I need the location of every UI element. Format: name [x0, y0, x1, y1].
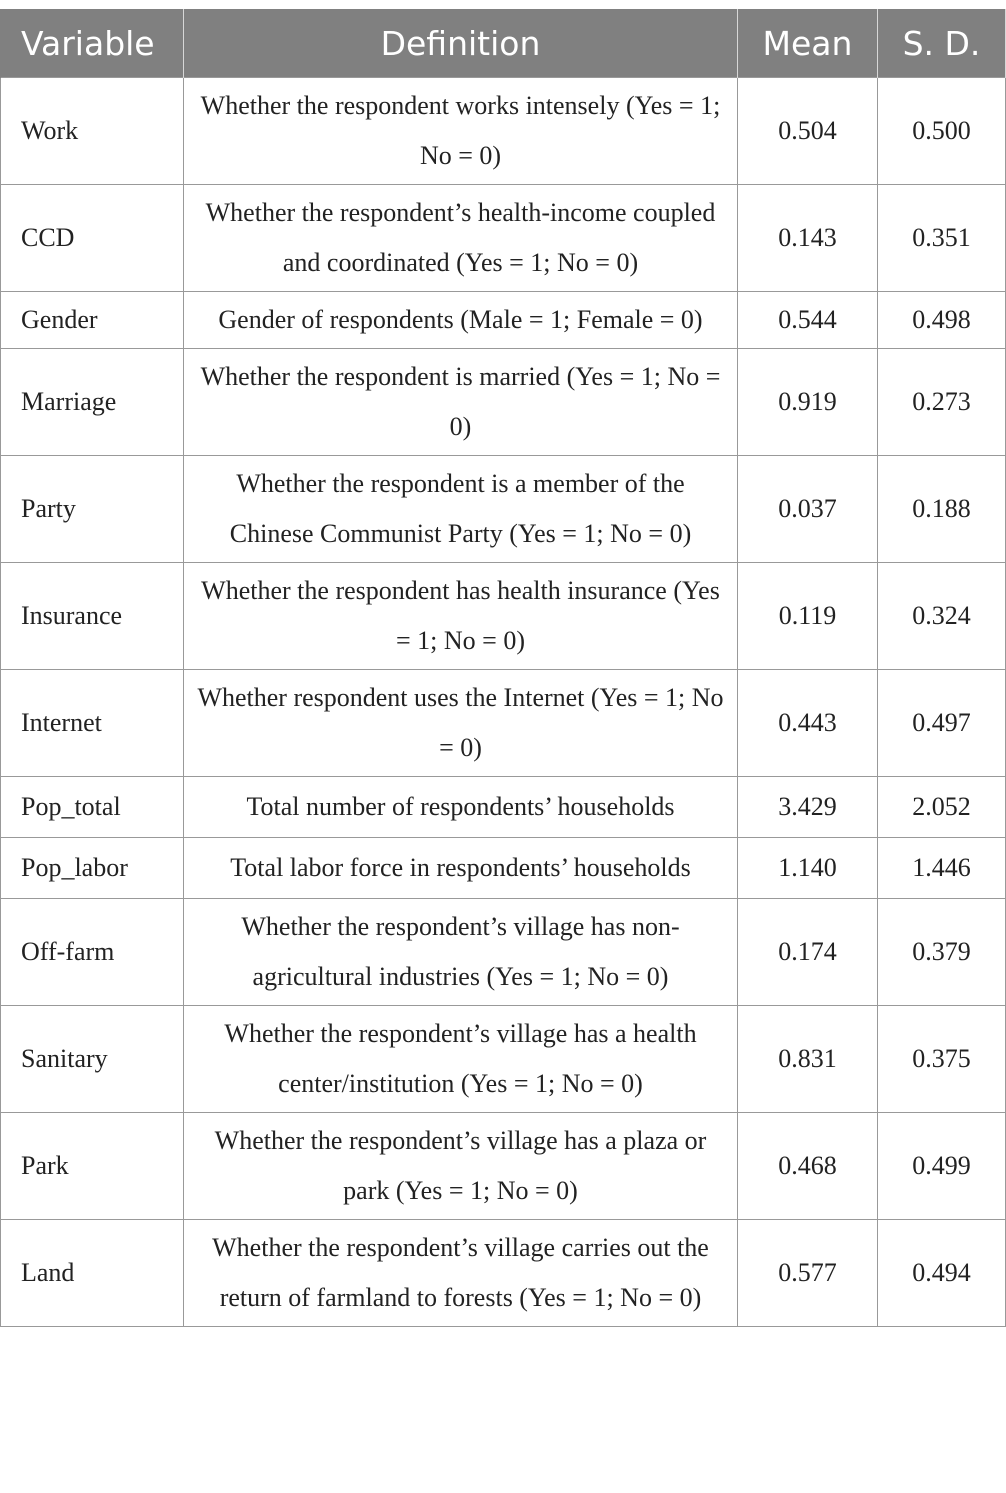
definition-cell: Whether the respondent’s village has non-agricultural industries (Yes = 1; No = 0): [184, 899, 738, 1006]
descriptive-statistics-table: [0, 9, 1006, 1327]
mean-cell: 0.468: [738, 1113, 878, 1220]
table-row: [1, 349, 1006, 456]
mean-cell: 0.119: [738, 563, 878, 670]
sd-cell: 0.375: [878, 1006, 1006, 1113]
sd-cell: 0.500: [878, 78, 1006, 185]
variable-cell: Marriage: [1, 349, 184, 456]
variable-cell: Sanitary: [1, 1006, 184, 1113]
table-row: [1, 1113, 1006, 1220]
table-row: [1, 1006, 1006, 1113]
sd-cell: 0.188: [878, 456, 1006, 563]
variable-cell: CCD: [1, 185, 184, 292]
sd-cell: 0.273: [878, 349, 1006, 456]
sd-cell: 0.351: [878, 185, 1006, 292]
sd-cell: 0.498: [878, 292, 1006, 349]
sd-cell: 0.494: [878, 1220, 1006, 1327]
sd-cell: 0.499: [878, 1113, 1006, 1220]
table-row: [1, 456, 1006, 563]
variable-cell: Off-farm: [1, 899, 184, 1006]
table-row: [1, 563, 1006, 670]
table-row: [1, 78, 1006, 185]
definition-cell: Total number of respondents’ households: [184, 777, 738, 838]
sd-cell: 0.497: [878, 670, 1006, 777]
definition-cell: Whether the respondent has health insurance (Yes = 1; No = 0): [184, 563, 738, 670]
definition-cell: Total labor force in respondents’ households: [184, 838, 738, 899]
variable-cell: Internet: [1, 670, 184, 777]
variable-cell: Work: [1, 78, 184, 185]
sd-cell: 0.379: [878, 899, 1006, 1006]
mean-cell: 0.831: [738, 1006, 878, 1113]
header-row: [1, 9, 1006, 78]
table-row: [1, 670, 1006, 777]
definition-cell: Whether the respondent’s village has a health center/institution (Yes = 1; No = 0): [184, 1006, 738, 1113]
header-variable: Variable: [1, 9, 184, 78]
table-row: [1, 292, 1006, 349]
variable-cell: Gender: [1, 292, 184, 349]
header-definition: Definition: [184, 9, 738, 78]
mean-cell: 0.143: [738, 185, 878, 292]
mean-cell: 3.429: [738, 777, 878, 838]
definition-cell: Gender of respondents (Male = 1; Female = 0): [184, 292, 738, 349]
definition-cell: Whether the respondent’s health-income coupled and coordinated (Yes = 1; No = 0): [184, 185, 738, 292]
variable-cell: Pop_total: [1, 777, 184, 838]
table-row: [1, 1220, 1006, 1327]
variable-cell: Party: [1, 456, 184, 563]
table-row: [1, 777, 1006, 838]
table-row: [1, 899, 1006, 1006]
sd-cell: 2.052: [878, 777, 1006, 838]
definition-cell: Whether the respondent works intensely (Yes = 1; No = 0): [184, 78, 738, 185]
sd-cell: 0.324: [878, 563, 1006, 670]
mean-cell: 0.919: [738, 349, 878, 456]
mean-cell: 0.544: [738, 292, 878, 349]
header-sd: S. D.: [878, 9, 1006, 78]
mean-cell: 0.577: [738, 1220, 878, 1327]
variable-cell: Park: [1, 1113, 184, 1220]
table-header: [1, 9, 1006, 78]
table-body: [1, 78, 1006, 1327]
sd-cell: 1.446: [878, 838, 1006, 899]
variable-cell: Land: [1, 1220, 184, 1327]
mean-cell: 0.443: [738, 670, 878, 777]
variable-cell: Insurance: [1, 563, 184, 670]
variable-cell: Pop_labor: [1, 838, 184, 899]
table-row: [1, 838, 1006, 899]
mean-cell: 1.140: [738, 838, 878, 899]
definition-cell: Whether the respondent’s village has a plaza or park (Yes = 1; No = 0): [184, 1113, 738, 1220]
mean-cell: 0.174: [738, 899, 878, 1006]
table-row: [1, 185, 1006, 292]
mean-cell: 0.037: [738, 456, 878, 563]
definition-cell: Whether the respondent’s village carries out the return of farmland to forests (Yes = 1; No = 0): [184, 1220, 738, 1327]
header-mean: Mean: [738, 9, 878, 78]
definition-cell: Whether the respondent is married (Yes = 1; No = 0): [184, 349, 738, 456]
mean-cell: 0.504: [738, 78, 878, 185]
definition-cell: Whether the respondent is a member of the Chinese Communist Party (Yes = 1; No = 0): [184, 456, 738, 563]
definition-cell: Whether respondent uses the Internet (Yes = 1; No = 0): [184, 670, 738, 777]
